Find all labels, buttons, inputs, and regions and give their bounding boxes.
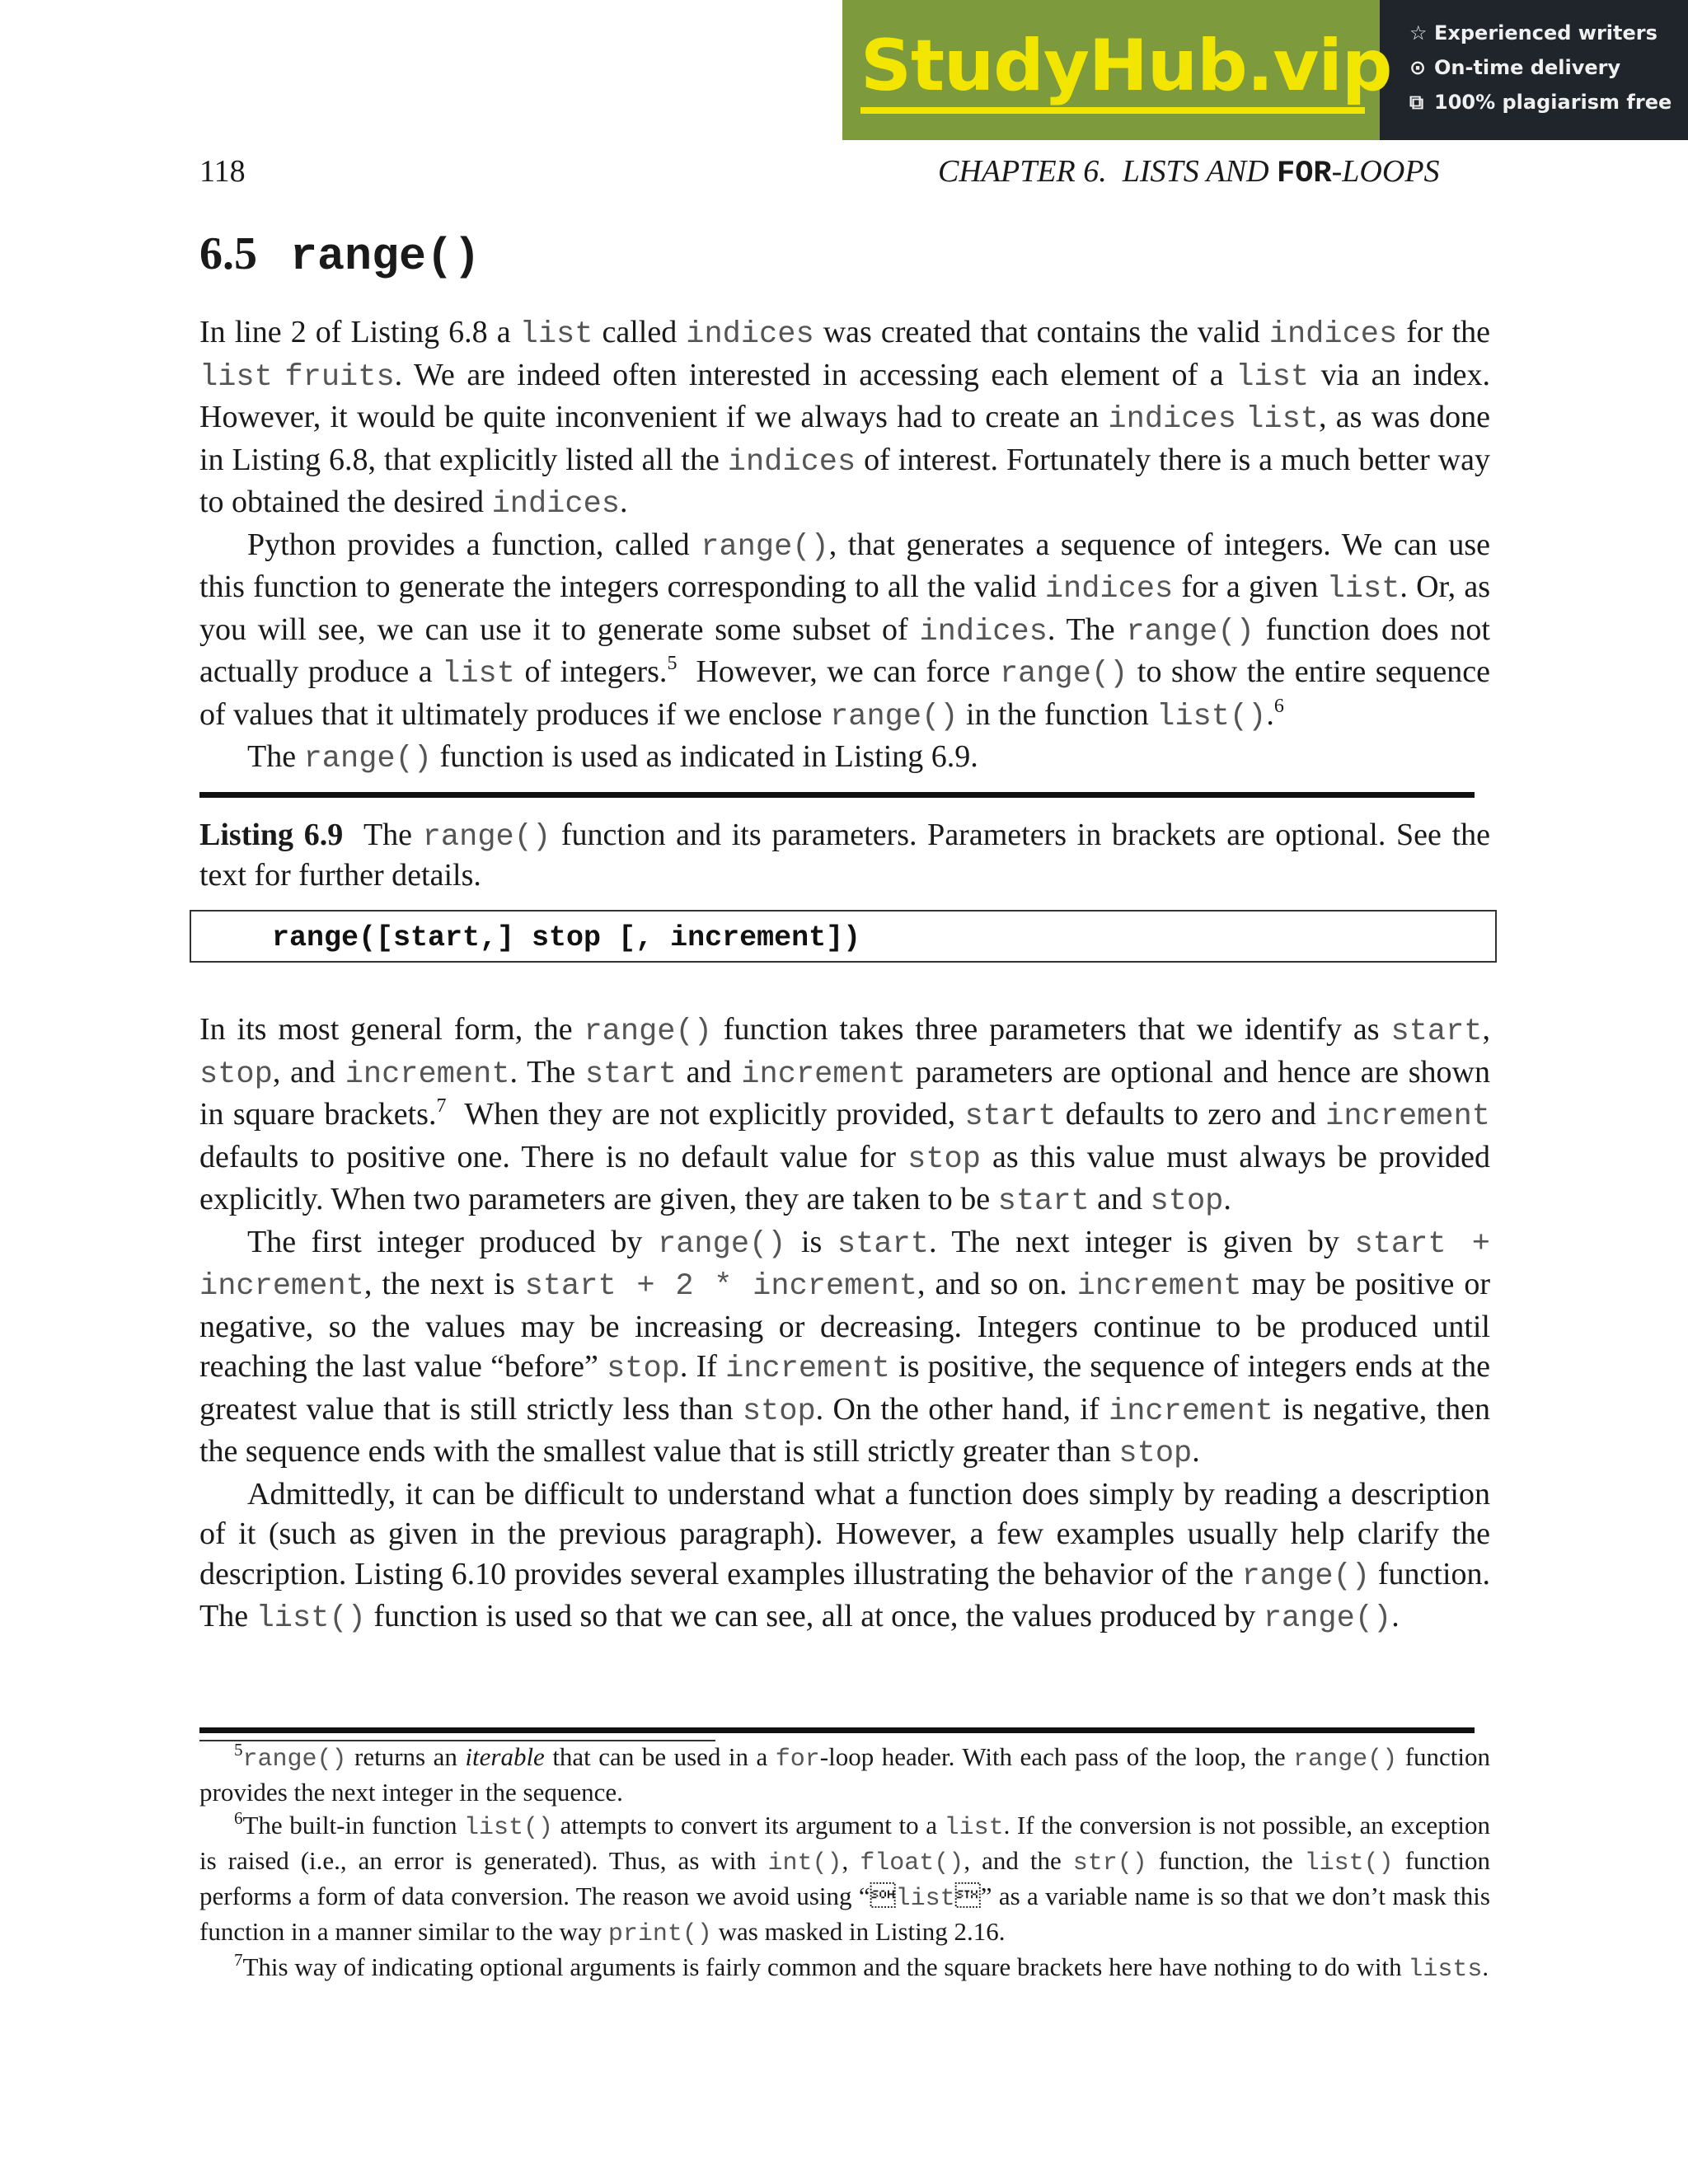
footnotes bbox=[199, 1741, 1490, 1986]
listing-caption-text: The range() function and its parameters. Parameters in brackets are optional. See the text for further details. bbox=[199, 818, 1491, 893]
footnote-6: $^6$The built-in function list() attempts to convert its argument to a list. If the conversion is not possible, an exception is raised (i.e., an error is generated). Thus, as with int(), float(), and the str() function, the list() function performs a form of data conversion. The reason we avoid using “list” as a variable name is so that we don’t mask this function in a manner similar to the way print() was masked in Listing 2.16. bbox=[199, 1808, 1490, 1948]
code-line: range([start,] stop [, increment]) bbox=[272, 921, 861, 954]
footnote-5: $^5$range() returns an iterable that can be used in a for-loop header. With each pass of the loop, the range() function provides the next integer in the sequence. bbox=[199, 1740, 1491, 1807]
clock-icon: ⊙ bbox=[1409, 56, 1427, 79]
listing-bottom-rule bbox=[199, 1727, 1475, 1733]
logo-underline bbox=[860, 107, 1365, 114]
page-number: 118 bbox=[199, 154, 246, 189]
paragraph-6: Admittedly, it can be difficult to understand what a function does simply by reading a description of it (such as given in the previous paragraph). However, a few examples usually help clarify the description. Listing 6.10 provides several examples illustrating the behavior of the range() function. The list() function is used so that we can see, all at once, the values produced by range(). bbox=[199, 1476, 1491, 1636]
studyhub-logo[interactable]: StudyHub.vip bbox=[860, 25, 1392, 107]
paragraph-2: Python provides a function, called range(), that generates a sequence of integers. We can use this function to generate the integers corresponding to all the valid indices for a given list. Or, as you will see, we can use it to generate some subset of indices. The range() function does not actually produce a list of integers.$^5$ However, we can force range() to show the entire sequence of values that it ultimately produces if we enclose range() in the function list().$^6$ bbox=[199, 527, 1490, 734]
section-number: 6.5 bbox=[199, 228, 257, 279]
studyhub-banner[interactable] bbox=[842, 0, 1688, 140]
section-name: range() bbox=[290, 231, 481, 283]
banner-feature-writers: ☆ Experienced writers bbox=[1409, 21, 1658, 45]
paragraph-4: In its most general form, the range() function takes three parameters that we identify as start, stop, and increment. The start and increment parameters are optional and hence are shown in square brackets.$^7$ When they are not explicitly provided, start defaults to zero and increment defaults to positive one. There is no default value for stop as this value must always be provided explicitly. When two parameters are given, they are taken to be start and stop. bbox=[199, 1012, 1491, 1219]
listing-caption bbox=[199, 816, 1490, 894]
listing-label: Listing 6.9 bbox=[199, 818, 344, 852]
star-icon: ☆ bbox=[1409, 21, 1428, 45]
paragraph-3: The range() function is used as indicated in Listing 6.9. bbox=[247, 739, 978, 776]
paragraph-5: The first integer produced by range() is start. The next integer is given by start + increment, the next is start + 2 * increment, and so on. increment may be positive or negative, so the values may be increasing or decreasing. Integers continue to be produced until reaching the last value “before” stop. If increment is positive, the sequence of integers ends at the greatest value that is still strictly less than stop. On the other hand, if increment is negative, then the sequence ends with the smallest value that is still strictly greater than stop. bbox=[199, 1224, 1490, 1471]
intro-text bbox=[199, 312, 1490, 780]
section-title bbox=[199, 227, 481, 283]
listing-top-rule bbox=[199, 792, 1475, 798]
code-box bbox=[190, 910, 1497, 963]
running-head: CHAPTER 6. LISTS AND FOR-LOOPS bbox=[938, 154, 1440, 191]
paragraph-1: In line 2 of Listing 6.8 a list called indices was created that contains the valid indices for the list fruits. We are indeed often interested in accessing each element of a list via an index. However, it would be quite inconvenient if we always had to create an indices list, as was done in Listing 6.8, that explicitly listed all the indices of interest. Fortunately there is a much better way to obtained the desired indices. bbox=[199, 315, 1491, 522]
footnote-7: $^7$This way of indicating optional arguments is fairly common and the square brackets here have nothing to do with lists. bbox=[234, 1950, 1489, 1984]
body-text bbox=[199, 1010, 1490, 1639]
banner-feature-delivery: ⊙ On-time delivery bbox=[1409, 56, 1621, 79]
banner-feature-plagiarism: ⧉ 100% plagiarism free bbox=[1409, 91, 1672, 114]
copy-icon: ⧉ bbox=[1409, 91, 1424, 114]
